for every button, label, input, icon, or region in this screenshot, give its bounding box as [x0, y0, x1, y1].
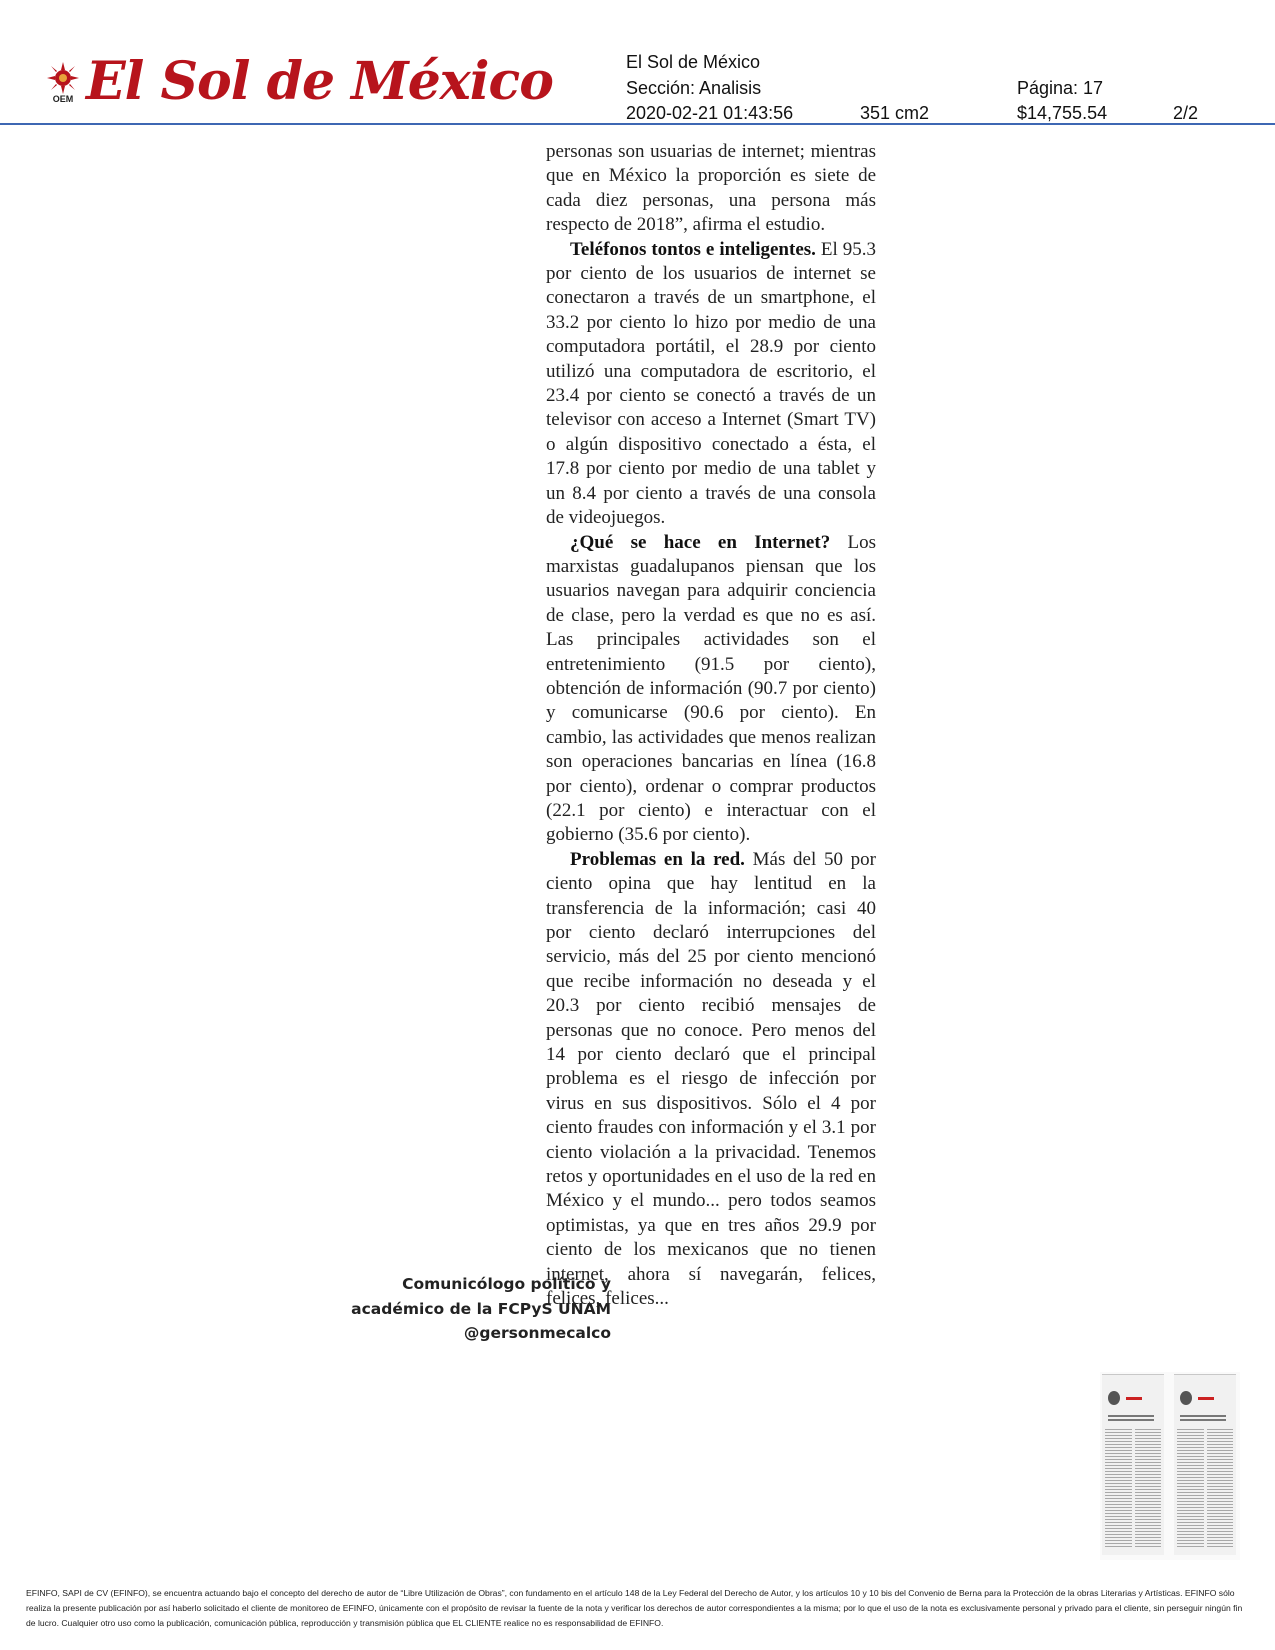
article-column	[546, 140, 876, 1312]
paragraph-body: Más del 50 por ciento opina que hay lentitud en la transferencia de la información; casi 40 por ciento declaró interrupciones del servicio, más del 25 por ciento mencionó que recibe información no deseada y el 20.3 por ciento recibió mensajes de personas que no conoce. Pero menos del 14 por ciento declaró que el principal problema es el riesgo de infección por virus en sus dispositivos. Sólo el 4 por ciento fraudes con información y el 3.1 por ciento violación a la privacidad. Tenemos retos y oportunidades en el uso de la red en México y el mundo... pero todos seamos optimistas, ya que en tres años 29.9 por ciento de los mexicanos que no tienen internet, ahora sí navegarán, felices, felices, felices...	[546, 848, 876, 1310]
page-number: Página: 17	[1017, 78, 1104, 98]
clipping-header	[0, 0, 1275, 126]
thumbnail-text	[1105, 1429, 1161, 1549]
page-thumbnail[interactable]	[1100, 1372, 1240, 1560]
publish-datetime: 2020-02-21 01:43:56	[626, 103, 794, 123]
paragraph-heading: Teléfonos tontos e inteligentes.	[570, 238, 816, 260]
thumbnail-headline	[1180, 1415, 1226, 1423]
paragraph-heading: ¿Qué se hace en Internet?	[570, 531, 831, 553]
thumbnail-headline	[1108, 1415, 1154, 1423]
article-paragraph: personas son usuarias de internet; mientras que en México la proporción es siete de cada diez personas, una persona más respecto de 2018”, afirma el estudio.	[546, 141, 876, 236]
legal-footer: EFINFO, SAPI de CV (EFINFO), se encuentra actuando bajo el concepto del derecho de autor de “Libre Utilización de Obras”, con fundamento en el artículo 148 de la Ley Federal del Derecho de Autor, y los artículos 10 y 10 bis del Convenio de Berna para la Protección de la obras Literarias y Artísticas. EFINFO sólo realiza la presente publicación por así haberlo solicitado el cliente de monitoreo de EFINFO, únicamente con el propósito de revisar la fuente de la nota y verificar los derechos de autor correspondientes a la misma; por lo que el uso de la nota es exclusivamente personal y privado para el cliente, sin perseguir ningún fin de lucro. Cualquier otro uso como la publicación, comunicación pública, reproducción y transmisión pública que EL CLIENTE realice no es responsabilidad de EFINFO.	[26, 1588, 1243, 1628]
logo-text: El Sol de México	[86, 51, 553, 112]
publication-name: El Sol de México	[626, 52, 761, 72]
thumbnail-page-2[interactable]	[1174, 1374, 1236, 1555]
page-count: 2/2	[1173, 103, 1199, 123]
newspaper-logo	[46, 52, 553, 112]
section-label: Sección: Analisis	[626, 78, 762, 98]
thumbnail-accent	[1198, 1397, 1214, 1400]
header-rule	[0, 123, 1275, 125]
article-paragraph	[546, 848, 876, 1312]
author-photo-icon	[1180, 1391, 1192, 1405]
paragraph-body: Los marxistas guadalupanos piensan que los usuarios navegan para adquirir conciencia de clase, pero la verdad es que no es así. Las principales actividades son el entretenimiento (91.5 por ciento), obtención de información (90.7 por ciento) y comunicarse (90.6 por ciento). En cambio, las actividades que menos realizan son operaciones bancarias en línea (16.8 por ciento), ordenar o comprar productos (22.1 por ciento) e interactuar con el gobierno (35.6 por ciento).	[546, 531, 876, 846]
paragraph-body: El 95.3 por ciento de los usuarios de internet se conectaron a través de un smartphone, el 33.2 por ciento lo hizo por medio de una computadora portátil, el 28.9 por ciento utilizó una computadora de escritorio, el 23.4 por ciento se conectó a través de un televisor con acceso a Internet (Smart TV) o algún dispositivo conectado a ésta, el 17.8 por ciento por medio de una tablet y un 8.4 por ciento a través de una consola de videojuegos.	[546, 238, 876, 529]
article-paragraph	[546, 531, 876, 848]
clip-area: 351 cm2	[860, 103, 930, 123]
author-bio	[311, 1272, 611, 1346]
author-photo-icon	[1108, 1391, 1120, 1405]
thumbnail-page-1[interactable]	[1102, 1374, 1164, 1555]
thumbnail-accent	[1126, 1397, 1142, 1400]
author-line: Comunicólogo político y	[402, 1275, 611, 1293]
clip-price: $14,755.54	[1017, 103, 1108, 123]
sun-logo-icon	[46, 61, 80, 103]
author-line: académico de la FCPyS UNAM	[351, 1299, 611, 1318]
thumbnail-text	[1177, 1429, 1233, 1549]
author-handle: @gersonmecalco	[463, 1324, 611, 1342]
paragraph-heading: Problemas en la red.	[570, 848, 745, 870]
oem-label: OEM	[52, 94, 74, 104]
article-paragraph	[546, 238, 876, 531]
